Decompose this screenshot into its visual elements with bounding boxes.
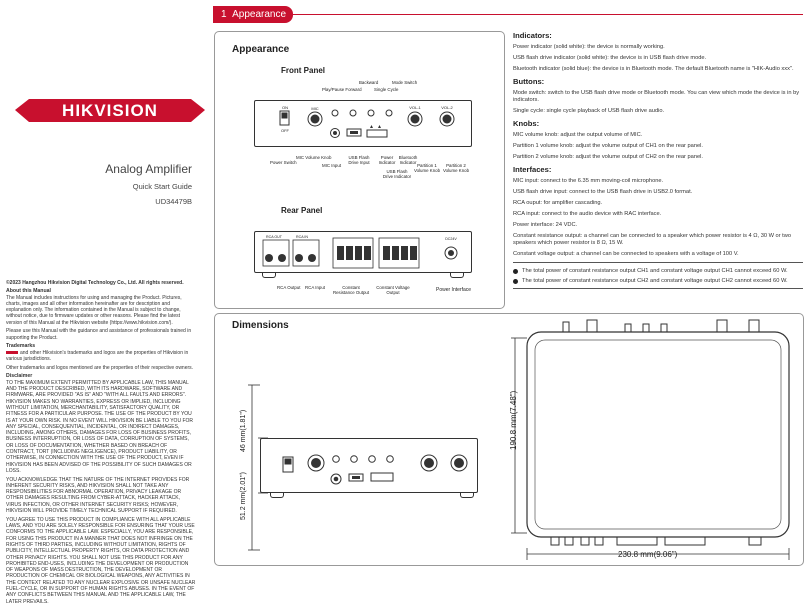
interfaces-heading: Interfaces: [513,165,552,174]
label-partition-1: Partition 1 Volume Knob [413,163,441,173]
dim-height-body: 46 mm(1.81") [240,409,247,452]
panel-dc-text: DC24V [445,237,457,241]
interface-text: RCA ouput: for amplifier cascading. [513,200,603,206]
section-tab [213,6,293,23]
interface-text: RCA input: connect to the audio device with RAC interface. [513,211,662,217]
trademarks-text: and other Hikvision's trademarks and logos are the properties of Hikvision in various jurisdictions. [6,349,189,363]
interface-text: Constant resistance output: a channel can be connected to a speaker which power resistor is 4 Ω, 30 W or two speakers which power resistor is 8 Ω, 15 W. [513,233,792,246]
knob-text: Partition 1 volume knob: adjust the volume output of CH1 on the rear panel. [513,143,704,149]
panel-vol2-text: VOL-2 [441,105,453,110]
knob-text: Partition 2 volume knob: adjust the volume output of CH2 on the rear panel. [513,154,704,160]
label-usb-indicator: USB Flash Drive Indicator [382,169,412,179]
knobs-heading: Knobs: [513,119,540,128]
bullet-icon [513,269,518,274]
label-power-indicator: Power Indicator [378,155,396,165]
panel-on-text: ON [282,105,288,110]
trademarks-paragraph: Other trademarks and logos mentioned are the properties of their respective owners. [6,364,194,371]
label-mic-input: MIC Input [322,163,342,168]
svg-text:HIKVISION: HIKVISION [62,101,158,120]
left-column [0,0,200,605]
note-divider [513,262,803,263]
interface-text: Power interface: 24 VDC. [513,222,578,228]
interface-text: MIC input: connect to the 6.35 mm moving-coil microphone. [513,178,664,184]
button-text: Single cycle: single cycle playback of USB flash drive audio. [513,108,665,114]
panel-foot [262,273,276,278]
label-single-cycle: Single Cycle [374,87,399,92]
header-rule [293,14,803,15]
label-usb-drive-input: USB Flash Drive Input [348,155,370,165]
disclaimer-paragraph: YOU AGREE TO USE THIS PRODUCT IN COMPLIANCE WITH ALL APPLICABLE LAWS, AND YOU ARE SOLELY RESPONSIBLE FOR ENSURING THAT YOUR USE CONFORMS TO THE APPLICABLE LAW. ESPECIALLY, YOU ARE RESPONSIBLE, FOR USING THIS PRODUCT IN A MANNER THAT DOES NOT INFRINGE ON THE RIGHTS OF THIRD PARTIES, INCLUDING WITHOUT LIMITATION, RIGHTS OF PUBLICITY, INTELLECTUAL PROPERTY RIGHTS, OR DATA PROTECTION AND OTHER PRIVACY RIGHTS. YOU SHALL NOT USE THIS PRODUCT FOR ANY PROHIBITED END-USES, INCLUDING THE DEVELOPMENT OR PRODUCTION OF WEAPONS OF MASS DESTRUCTION, THE DEVELOPMENT OR PRODUCTION OF CHEMICAL OR BIOLOGICAL WEAPONS, ANY ACTIVITIES IN THE CONTEXT RELATED TO ANY NUCLEAR EXPLOSIVE OR UNSAFE NUCLEAR FUEL-CYCLE, OR IN SUPPORT OF HUMAN RIGHTS ABUSES. IN THE EVENT OF ANY CONFLICTS BETWEEN THIS MANUAL AND THE APPLICABLE LAW, THE LATER PREVAILS. [6,516,196,605]
label-rca-input: RCA Input [305,285,326,290]
rear-panel-heading: Rear Panel [281,206,323,215]
label-rca-output: RCA Output [277,285,301,290]
trademarks-paragraph [6,350,196,363]
indicator-text: USB flash drive indicator (solid white): the device is in USB flash drive mode. [513,55,707,61]
bullet-icon [513,279,518,284]
trademarks-heading: Trademarks [6,343,36,350]
copyright: ©2023 Hangzhou Hikvision Digital Technology Co., Ltd. All rights reserved. [6,280,184,286]
hikvision-mark-icon [6,351,18,354]
label-mode-switch: Mode Switch [392,80,418,85]
disclaimer-paragraph: TO THE MAXIMUM EXTENT PERMITTED BY APPLICABLE LAW, THIS MANUAL AND THE PRODUCT DESCRIBED, WITH ITS HARDWARE, SOFTWARE AND FIRMWARE, ARE PROVIDED "AS IS" AND "WITH ALL FAULTS AND ERRORS". HIKVISION MAKES NO WARRANTIES, EXPRESS OR IMPLIED, INCLUDING WITHOUT LIMITATION, MERCHANTABILITY, SATISFACTORY QUALITY, OR FITNESS FOR A PARTICULAR PURPOSE. THE USE OF THE PRODUCT BY YOU IS AT YOUR OWN RISK. IN NO EVENT WILL HIKVISION BE LIABLE TO YOU FOR ANY SPECIAL, CONSEQUENTIAL, INCIDENTAL, OR INDIRECT DAMAGES, INCLUDING, AMONG OTHERS, DAMAGES FOR LOSS OF BUSINESS PROFITS, BUSINESS INTERRUPTION, OR LOSS OF DATA, CORRUPTION OF SYSTEMS, OR LOSS OF DOCUMENTATION, WHETHER BASED ON BREACH OF CONTRACT, TORT (INCLUDING NEGLIGENCE), PRODUCT LIABILITY, OR OTHERWISE, IN CONNECTION WITH THE USE OF THE PRODUCT, EVEN IF HIKVISION HAS BEEN ADVISED OF THE POSSIBILITY OF SUCH DAMAGES OR LOSS. [6,379,193,474]
label-partition-2: Partition 2 Volume Knob [442,163,470,173]
front-panel-svg [255,101,473,148]
dimension-front-view [260,438,478,493]
disclaimer-paragraph: YOU ACKNOWLEDGE THAT THE NATURE OF THE INTERNET PROVIDES FOR INHERENT SECURITY RISKS, AND HIKVISION SHALL NOT TAKE ANY RESPONSIBILITIES FOR ABNORMAL OPERATION, PRIVACY LEAKAGE OR OTHER DAMAGES RESULTING FROM CYBER-ATTACK, HACKER ATTACK, VIRUS INFECTION, OR OTHER INTERNET SECURITY RISKS; HOWEVER, HIKVISION WILL PROVIDE TIMELY TECHNICAL SUPPORT IF REQUIRED. [6,476,190,515]
indicator-text: Bluetooth indicator (solid blue): the device is in Bluetooth mode. The default Bluetooth name is "HIK-Audio xxx". [513,66,794,72]
button-text: Mode switch: switch to the USB flash drive mode or Bluetooth mode. You can view which mode the device is in by indicators. [513,90,800,103]
hikvision-logo [15,97,205,124]
label-mic-volume: MIC Volume Knob [296,155,332,160]
knob-text: MIC volume knob: adjust the output volume of MIC. [513,132,643,138]
about-paragraph: The Manual includes instructions for using and managing the Product. Pictures, charts, images and all other information hereinafter are for description and explanation only. The information contained in the Manual is subject to change, without notice, due to firmware updates or other reasons. Please find the latest version of this Manual at the Hikvision website (https://www.hikvision.com/). [6,294,182,326]
about-paragraph: Please use this Manual with the guidance and assistance of professionals trained in supporting the Product. [6,328,192,341]
label-power-interface: Power Interface [436,287,472,293]
dim-depth: 190.8 mm(7.48") [509,390,518,450]
top-view-drawing [505,318,801,566]
front-panel-heading: Front Panel [281,66,326,75]
rear-panel-svg [255,232,473,274]
interface-text: Constant voltage output: a channel can be connected to speakers with a voltage of 100 V. [513,251,739,257]
doc-title: Analog Amplifier [105,162,192,176]
panel-foot [450,273,464,278]
panel-foot [460,493,474,498]
panel-rca-out-text: RCA OUT [266,235,282,239]
panel-rca-in-text: RCA IN [296,235,308,239]
label-backward: Backward [359,80,379,85]
note-divider [513,288,803,289]
doc-subtitle: Quick Start Guide [132,182,192,191]
rear-panel-drawing [254,231,472,273]
panel-off-text: OFF [281,128,289,133]
label-bluetooth-indicator: Bluetooth Indicator [398,155,418,165]
indicators-heading: Indicators: [513,31,552,40]
panel-vol1-text: VOL-1 [409,105,421,110]
doc-code: UD34479B [155,197,192,206]
appearance-heading: Appearance [232,44,290,55]
dimension-front-svg [261,439,479,494]
label-constant-voltage: Constant Voltage Output [376,285,410,295]
about-heading: About this Manual [6,288,51,295]
label-play-pause: Play/Pause Forward [322,87,362,92]
interface-text: USB flash drive input: connect to the USB flash drive in USB2.0 format. [513,189,693,195]
info-column [513,31,803,294]
legal-text [6,280,196,607]
panel-mic-text: MIC [311,106,319,111]
dimensions-heading: Dimensions [232,320,289,331]
note-text: The total power of constant resistance output CH2 and constant voltage output CH2 cannot exceed 60 W. [522,278,788,284]
note-item [513,268,803,275]
front-panel-drawing [254,100,472,147]
section-title: Appearance [232,9,287,20]
buttons-heading: Buttons: [513,77,545,86]
dim-height-total: 51.2 mm(2.01") [240,471,247,520]
note-item [513,278,803,285]
section-number: 1 [221,9,227,20]
dim-width: 230.8 mm(9.06") [618,550,678,559]
label-constant-resistance: Constant Resistance Output [332,285,370,295]
label-power-switch: Power Switch [270,160,297,165]
indicator-text: Power indicator (solid white): the device is normally working. [513,44,665,50]
panel-foot [270,493,284,498]
note-text: The total power of constant resistance output CH1 and constant voltage output CH1 cannot exceed 60 W. [522,268,788,274]
disclaimer-heading: Disclaimer [6,373,33,380]
